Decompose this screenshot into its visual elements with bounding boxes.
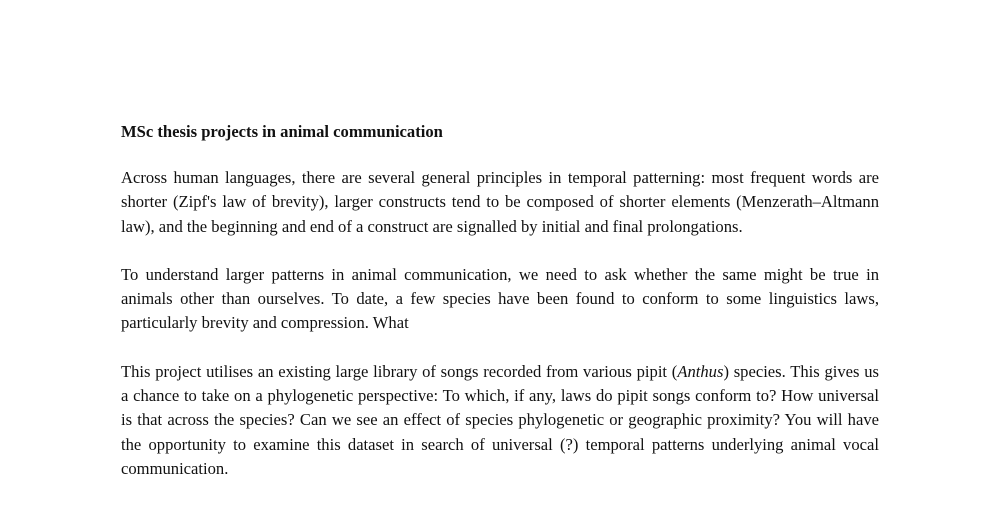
- paragraph-project-description: [121, 360, 879, 481]
- document-title: MSc thesis projects in animal communication: [121, 122, 443, 141]
- paragraph-3-text-start: This project utilises an existing large library of songs recorded from various pipit (: [121, 361, 678, 381]
- document-page: [121, 121, 879, 481]
- genus-name: Anthus: [677, 361, 724, 381]
- paragraph-linguistic-principles: Across human languages, there are several general principles in temporal patterning: most frequent words are shorter (Zipf's law of brevity), larger constructs tend to be composed of shorter elements (Menzerath–Altmann law), and the beginning and end of a construct are signalled by initial and final prolongations.: [121, 168, 879, 236]
- paragraph-3-text-end: ) species. This gives us a chance to take on a phylogenetic perspective: To which, if any, laws do pipit songs conform to? How universal is that across the species? Can we see an effect of species phylogenetic or geographic proximity? You will have the opportunity to examine this dataset in search of universal (?) temporal patterns underlying animal vocal communication.: [121, 361, 879, 478]
- paragraph-animal-patterns: To understand larger patterns in animal communication, we need to ask whether the same might be true in animals other than ourselves. To date, a few species have been found to conform to some linguistics laws, particularly brevity and compression. What: [121, 264, 879, 333]
